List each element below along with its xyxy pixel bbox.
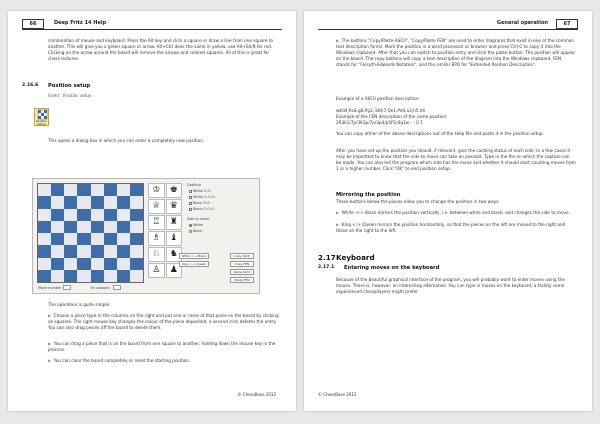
board-square[interactable] xyxy=(117,196,130,208)
castling-label: Castling xyxy=(187,183,201,187)
board-square[interactable] xyxy=(130,245,143,257)
board-square[interactable] xyxy=(117,184,130,196)
castling-black-oo[interactable]: Black O-O xyxy=(189,201,210,205)
board-square[interactable] xyxy=(38,258,51,270)
board-square[interactable] xyxy=(38,221,51,233)
board-square[interactable] xyxy=(64,245,77,257)
board-square[interactable] xyxy=(91,233,104,245)
board-square[interactable] xyxy=(51,209,64,221)
bullet-item: ▶ You can clear the board completely or reset the starting position. xyxy=(48,358,191,363)
board-square[interactable] xyxy=(104,233,117,245)
fen-label: Example of the FEN description of the same position: xyxy=(336,114,448,119)
board-square[interactable] xyxy=(117,270,130,282)
white-black-button[interactable]: White <-> Black xyxy=(179,253,209,259)
board-square[interactable] xyxy=(91,245,104,257)
board-square[interactable] xyxy=(130,184,143,196)
subsection-title: Entering moves on the keyboard xyxy=(344,265,440,271)
board-square[interactable] xyxy=(51,221,64,233)
board-square[interactable] xyxy=(104,221,117,233)
page-header xyxy=(318,19,578,30)
breadcrumb-insert: Insert xyxy=(48,93,60,98)
fen-example: 2R3k1/7p/3K3p/7p/3p4/p5P1/4q1w - - 0 1 xyxy=(336,120,423,125)
board-square[interactable] xyxy=(104,270,117,282)
palette-piece[interactable]: ♟ xyxy=(166,263,183,278)
move-number-label: Move number xyxy=(38,286,62,290)
board-square[interactable] xyxy=(130,221,143,233)
board-square[interactable] xyxy=(38,233,51,245)
board-square[interactable] xyxy=(104,258,117,270)
board-square[interactable] xyxy=(91,221,104,233)
section-title: Position setup xyxy=(48,83,91,89)
subsection-number: 2.17.1 xyxy=(318,265,335,270)
board-square[interactable] xyxy=(130,209,143,221)
board-square[interactable] xyxy=(77,270,90,282)
board-square[interactable] xyxy=(51,245,64,257)
board-square[interactable] xyxy=(51,233,64,245)
side-black-radio[interactable]: Black xyxy=(189,229,202,233)
section-title: Keyboard xyxy=(336,253,375,262)
board-square[interactable] xyxy=(64,270,77,282)
board-square[interactable] xyxy=(91,209,104,221)
board-square[interactable] xyxy=(130,233,143,245)
breadcrumb-position-setup: Position setup xyxy=(63,93,92,98)
side-to-move-label: Side to move xyxy=(187,217,210,221)
board-square[interactable] xyxy=(77,196,90,208)
board-square[interactable] xyxy=(38,196,51,208)
header-title: Deep Fritz 14 Help xyxy=(54,20,107,26)
page-footer: © ChessBase 2012 xyxy=(318,392,357,397)
paste-ascii-button[interactable]: Paste ASCII xyxy=(230,269,254,275)
en-passant-label: En passant xyxy=(91,286,110,290)
piece-palette xyxy=(148,183,182,275)
palette-piece[interactable]: ♗ xyxy=(148,231,165,246)
header-title: General operation xyxy=(496,20,548,26)
operation-text: The operation is quite simple: xyxy=(48,302,111,307)
palette-piece[interactable]: ♙ xyxy=(148,263,165,278)
board-square[interactable] xyxy=(38,245,51,257)
paste-fen-button[interactable]: Paste FEN xyxy=(230,277,254,283)
copy-ascii-button[interactable]: Copy ASCII xyxy=(230,253,254,259)
page-footer: © ChessBase 2012 xyxy=(237,392,276,397)
castling-white-oo[interactable]: White O-O xyxy=(189,189,211,193)
board-square[interactable] xyxy=(117,245,130,257)
board-square[interactable] xyxy=(77,233,90,245)
board-square[interactable] xyxy=(117,233,130,245)
castling-black-ooo[interactable]: Black O-O-O xyxy=(189,207,214,211)
mirror-heading: Mirroring the position xyxy=(336,192,401,198)
palette-piece[interactable]: ♜ xyxy=(166,215,183,230)
copy-fen-button[interactable]: Copy FEN xyxy=(230,261,254,267)
board-square[interactable] xyxy=(104,209,117,221)
board-square[interactable] xyxy=(77,245,90,257)
copy-help-paragraph: You can copy either of the above descriptions out of the Help file and paste it in the position setup. xyxy=(336,131,544,136)
palette-piece[interactable]: ♞ xyxy=(166,247,183,262)
board-square[interactable] xyxy=(38,184,51,196)
castling-paragraph: After you have set up the position you should, if relevant, give the castling status of each side. In a few cases it may be important to know that the side to move can take en passant. Type in the file on which the capture can be made. You can also tell the program which side has the move and whether it should start counting moves from 1 or a higher number. Click "OK" to end position setup. xyxy=(336,148,576,171)
board-square[interactable] xyxy=(91,258,104,270)
mirror-text: These buttons below the pieces allow you to change the position in two ways: xyxy=(336,199,500,204)
board-square[interactable] xyxy=(64,184,77,196)
board-square[interactable] xyxy=(38,209,51,221)
left-page xyxy=(8,11,296,411)
en-passant-input[interactable] xyxy=(113,285,121,290)
bullet-item: ▶ King <-> Queen mirrors the position horizontally, so that the pieces on the left are moved to the right and those on the right to the left. xyxy=(336,222,566,233)
bullet-item: ▶ Choose a piece type in the columns on the right and put one or more of that piece on the board by clicking on squares. The right mouse key changes the colour of the piece deposited, a second click deletes the entry. You can also drag pieces off the board to delete them. xyxy=(48,313,279,330)
palette-piece[interactable]: ♕ xyxy=(148,199,165,214)
ascii-label: Example of a ASCII position description: xyxy=(336,96,420,101)
board-square[interactable] xyxy=(130,196,143,208)
board-square[interactable] xyxy=(77,258,90,270)
board-square[interactable] xyxy=(51,184,64,196)
board-square[interactable] xyxy=(91,184,104,196)
board-square[interactable] xyxy=(91,196,104,208)
palette-piece[interactable]: ♖ xyxy=(148,215,165,230)
board-square[interactable] xyxy=(77,184,90,196)
palette-piece[interactable]: ♛ xyxy=(166,199,183,214)
position-setup-icon xyxy=(34,108,49,126)
icon-label: Position Setup xyxy=(36,119,47,126)
board-square[interactable] xyxy=(104,245,117,257)
board-square[interactable] xyxy=(64,221,77,233)
board-square[interactable] xyxy=(77,221,90,233)
king-queen-button[interactable]: King <-> Queen xyxy=(179,261,209,267)
board-square[interactable] xyxy=(38,270,51,282)
board-square[interactable] xyxy=(117,258,130,270)
board-square[interactable] xyxy=(104,196,117,208)
board-square[interactable] xyxy=(64,196,77,208)
palette-piece[interactable]: ♚ xyxy=(166,183,183,198)
bullet-item: ▶ You can drag a piece that is on the board from one square to another, holding down the mouse key in the process. xyxy=(48,341,276,352)
palette-piece[interactable]: ♝ xyxy=(166,231,183,246)
keyboard-paragraph: Because of the beautiful graphical interface of the program, you will probably want to enter moves using the mouse. There is, however, an interesting alternative. You can type in moves on the keyboard, a facility some experienced chessplayers might prefer. xyxy=(336,277,565,294)
board-square[interactable] xyxy=(51,270,64,282)
chessboard xyxy=(37,183,144,283)
board-square[interactable] xyxy=(91,270,104,282)
palette-piece[interactable]: ♔ xyxy=(148,183,165,198)
board-square[interactable] xyxy=(51,196,64,208)
page-number: 67 xyxy=(556,19,578,29)
board-square[interactable] xyxy=(51,258,64,270)
board-square[interactable] xyxy=(117,221,130,233)
castling-white-ooo[interactable]: White O-O-O xyxy=(189,195,215,199)
move-number-input[interactable] xyxy=(63,285,71,290)
ascii-example: wKd4,Rc8,gB,Pg2, bKh7,Qe1,Pd4,a3,h5,h6 xyxy=(336,108,426,113)
dialog-intro: This opens a dialog box in which you can enter a completely new position. xyxy=(48,138,205,143)
bullet-item: ▶ White <-> Black mirrors the position vertically, i.e. between white and black, and changes the side to move. xyxy=(336,210,570,215)
board-square[interactable] xyxy=(130,258,143,270)
right-page xyxy=(304,11,592,411)
copy-paste-paragraph: ▶ The buttons "Copy/Paste ASCII", "Copy/Paste FEN" are used to enter diagrams that exist in one of the common text description forms. Mark the position in a word processor or browser and press Ctrl-C to copy it into the Windows clipboard. After that you can switch to position entry and click the paste button. The position will appear on the board. The copy buttons will copy a text description of the diagram into the Windows clipboard. FEN stands for "Forsyth-Edwards Notation", and the similar EPD for "Extended Position Description". xyxy=(336,38,576,67)
side-white-radio[interactable]: White xyxy=(189,223,203,227)
position-setup-dialog-screenshot xyxy=(32,178,260,294)
board-square[interactable] xyxy=(64,233,77,245)
intro-paragraph: combination of mouse and keyboard. Press the Alt key and click a square or draw a line from one square to another. This will give you a green square or arrow. Alt+Ctrl does the same in yellow, use Alt+Shift for red. Clicking on the arrow around the board will remove the arrows and colored squares. All of this is great for chess lectures. xyxy=(48,38,274,61)
board-square[interactable] xyxy=(64,258,77,270)
section-number: 2.17 xyxy=(318,253,336,262)
page-header xyxy=(22,19,282,30)
page-number: 66 xyxy=(22,19,44,29)
board-square[interactable] xyxy=(117,209,130,221)
board-square[interactable] xyxy=(64,209,77,221)
board-square[interactable] xyxy=(77,209,90,221)
section-number: 2.16.6 xyxy=(22,83,39,88)
palette-piece[interactable]: ♘ xyxy=(148,247,165,262)
board-square[interactable] xyxy=(130,270,143,282)
board-square[interactable] xyxy=(104,184,117,196)
